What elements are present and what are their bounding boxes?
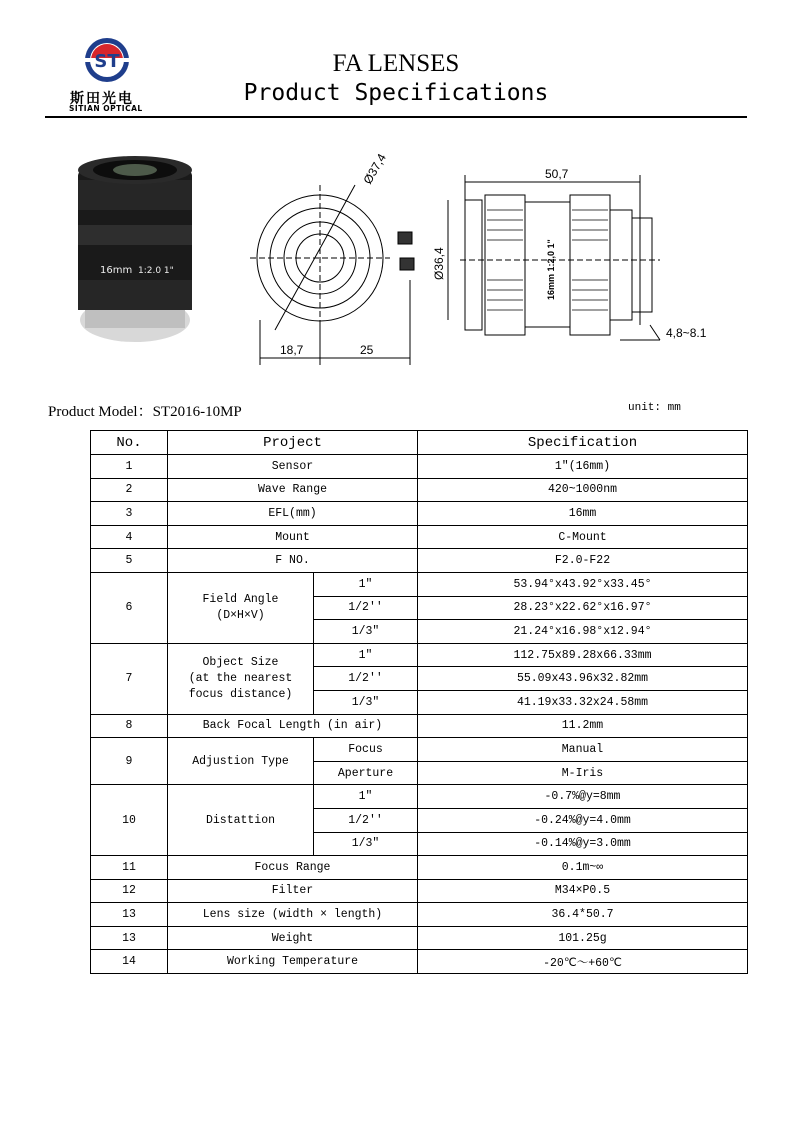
cell-spec: 11.2mm (418, 714, 748, 738)
cell-project: Wave Range (168, 478, 418, 502)
dim-width-left: 18,7 (280, 343, 304, 357)
table-row (91, 478, 748, 502)
cell-spec: 420~1000nm (418, 478, 748, 502)
cell-no: 13 (91, 903, 168, 927)
project-line: Object Size (202, 655, 279, 669)
cell-no: 4 (91, 525, 168, 549)
cell-no: 14 (91, 950, 168, 974)
table-row (91, 879, 748, 903)
cell-no: 11 (91, 856, 168, 880)
cell-spec: M-Iris (418, 761, 748, 785)
header-spec: Specification (418, 431, 748, 455)
cell-project: Working Temperature (168, 950, 418, 974)
project-line: Field Angle (202, 592, 279, 606)
cell-no: 2 (91, 478, 168, 502)
spec-table (90, 430, 748, 974)
cell-spec: -0.14%@y=3.0mm (418, 832, 748, 856)
cell-no: 1 (91, 455, 168, 479)
cell-project (168, 572, 314, 643)
cell-sub: 1″ (314, 572, 418, 596)
cell-spec: 55.09x43.96x32.82mm (418, 667, 748, 691)
cell-project: Adjustion Type (168, 738, 314, 785)
cell-project: Weight (168, 926, 418, 950)
company-name-cn: 斯田光电 (70, 91, 134, 107)
cell-sub: 1″ (314, 785, 418, 809)
project-line: focus distance) (188, 687, 293, 701)
cell-project: Sensor (168, 455, 418, 479)
table-row (91, 714, 748, 738)
lens-print-focal: 16mm (100, 265, 133, 276)
cell-project: Focus Range (168, 856, 418, 880)
table-row (91, 549, 748, 573)
dim-flange: 4,8~8.1 (666, 326, 707, 340)
cell-spec: 53.94°x43.92°x33.45° (418, 572, 748, 596)
table-row (91, 950, 748, 974)
cell-spec: 112.75x89.28x66.33mm (418, 643, 748, 667)
cell-sub: 1/3″ (314, 832, 418, 856)
cell-project (168, 643, 314, 714)
side-print-label: 16mm 1:2,0 1" (546, 239, 556, 300)
table-row (91, 502, 748, 526)
cell-no: 12 (91, 879, 168, 903)
table-row (91, 738, 748, 762)
dim-front-diameter: Ø37,4 (360, 151, 389, 187)
cell-sub: 1″ (314, 643, 418, 667)
cell-sub: 1/3″ (314, 620, 418, 644)
cell-spec: 0.1m~∞ (418, 856, 748, 880)
cell-spec: -0.24%@y=4.0mm (418, 808, 748, 832)
cell-no: 6 (91, 572, 168, 643)
cell-sub: 1/3″ (314, 690, 418, 714)
cell-spec: M34×P0.5 (418, 879, 748, 903)
cell-no: 8 (91, 714, 168, 738)
cell-no: 13 (91, 926, 168, 950)
cell-sub: Aperture (314, 761, 418, 785)
cell-spec: Manual (418, 738, 748, 762)
dim-length: 50,7 (545, 167, 569, 181)
cell-sub: Focus (314, 738, 418, 762)
cell-spec: 36.4*50.7 (418, 903, 748, 927)
cell-spec: C-Mount (418, 525, 748, 549)
cell-project: Mount (168, 525, 418, 549)
cell-no: 9 (91, 738, 168, 785)
cell-spec: 28.23°x22.62°x16.97° (418, 596, 748, 620)
logo-letters: ST (94, 51, 120, 72)
dim-width-right: 25 (360, 343, 374, 357)
lens-photo (78, 156, 192, 342)
cell-no: 10 (91, 785, 168, 856)
cell-spec: -0.7%@y=8mm (418, 785, 748, 809)
cell-project: EFL(mm) (168, 502, 418, 526)
lens-drawings (60, 140, 740, 380)
company-name-en: SITIAN OPTICAL (69, 104, 143, 113)
page-header (45, 30, 747, 118)
cell-project: F NO. (168, 549, 418, 573)
table-row (91, 926, 748, 950)
cell-sub: 1/2'' (314, 808, 418, 832)
lens-print-aperture: 1:2.0 1" (138, 266, 174, 276)
page-title: FA LENSES (332, 50, 460, 77)
table-header-row (91, 431, 748, 455)
cell-spec: F2.0-F22 (418, 549, 748, 573)
cell-project: Lens size (width × length) (168, 903, 418, 927)
unit-label: unit: mm (628, 402, 681, 414)
cell-spec: -20℃～+60℃ (418, 950, 748, 974)
page-subtitle: Product Specifications (243, 80, 549, 106)
cell-no: 3 (91, 502, 168, 526)
project-line: (at the nearest (188, 671, 293, 685)
header-project: Project (168, 431, 418, 455)
cell-project: Distattion (168, 785, 314, 856)
project-line: (D×H×V) (216, 608, 265, 622)
table-row (91, 856, 748, 880)
cell-no: 5 (91, 549, 168, 573)
table-row (91, 572, 748, 596)
header-no: No. (91, 431, 168, 455)
cell-spec: 101.25g (418, 926, 748, 950)
cell-spec: 21.24°x16.98°x12.94° (418, 620, 748, 644)
cell-spec: 1″(16mm) (418, 455, 748, 479)
table-row (91, 643, 748, 667)
product-model: Product Model：ST2016-10MP (48, 404, 242, 420)
cell-spec: 16mm (418, 502, 748, 526)
cell-project: Back Focal Length (in air) (168, 714, 418, 738)
cell-sub: 1/2'' (314, 667, 418, 691)
table-row (91, 455, 748, 479)
cell-spec: 41.19x33.32x24.58mm (418, 690, 748, 714)
table-row (91, 785, 748, 809)
cell-sub: 1/2'' (314, 596, 418, 620)
dim-body-diameter: Ø36,4 (432, 247, 446, 280)
cell-no: 7 (91, 643, 168, 714)
table-row (91, 525, 748, 549)
front-view-drawing (250, 185, 414, 365)
cell-project: Filter (168, 879, 418, 903)
table-row (91, 903, 748, 927)
